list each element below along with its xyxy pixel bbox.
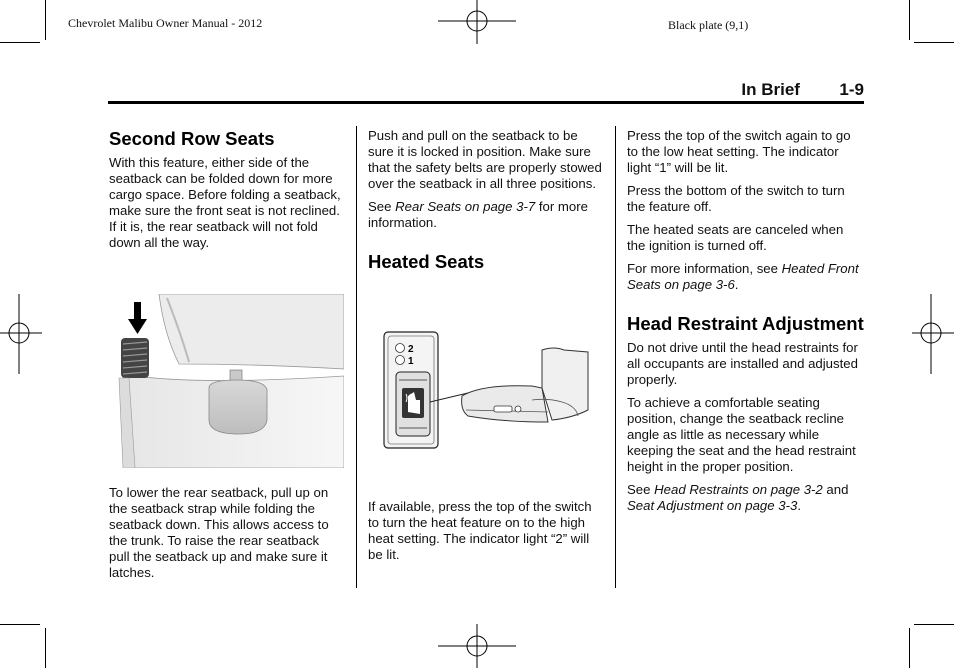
paragraph: To lower the rear seatback, pull up on the seatback strap while folding the seatback down. This allows access to the trunk. To raise the rear seatback pull the seatback up and make sure it latches. xyxy=(109,485,329,580)
paragraph: Do not drive until the head restraints for all occupants are installed and adjusted properly. xyxy=(627,340,858,387)
cross-reference: Heated Front Seats on page 3-6 xyxy=(627,261,859,292)
cross-reference: Head Restraints on page 3-2 xyxy=(654,482,823,497)
registration-mark-right xyxy=(912,294,954,374)
paragraph: To achieve a comfortable seating position, change the seatback recline angle as little as necessary while keeping the seat and the head restraint height in the proper position. xyxy=(627,395,856,474)
crop-mark xyxy=(909,628,910,668)
indicator-label-1: 1 xyxy=(408,356,414,367)
paragraph: The heated seats are canceled when the ignition is turned off. xyxy=(627,222,844,253)
cross-reference: Rear Seats on page 3-7 xyxy=(395,199,536,214)
see-suffix: for more information. xyxy=(368,199,588,230)
paragraph: Press the top of the switch again to go to the low heat setting. The indicator light “1” will be lit. xyxy=(627,128,851,175)
header-rule xyxy=(108,101,864,104)
column-2 xyxy=(368,128,604,272)
crop-mark xyxy=(0,624,40,625)
registration-mark-left xyxy=(0,294,42,374)
text-suffix: . xyxy=(797,498,802,513)
cross-reference: Seat Adjustment on page 3-3 xyxy=(627,498,798,513)
heading-head-restraint-adjustment: Head Restraint Adjustment xyxy=(627,313,864,334)
paragraph: Push and pull on the seatback to be sure it is locked in position. Make sure that the safety belts are properly stowed over the seatback in all three positions. xyxy=(368,128,602,191)
heading-heated-seats: Heated Seats xyxy=(368,251,485,272)
section-title: In Brief xyxy=(741,80,800,99)
crop-mark xyxy=(45,0,46,40)
page-number: 1-9 xyxy=(839,80,864,99)
crop-mark xyxy=(914,42,954,43)
column-divider xyxy=(356,126,357,588)
column-divider xyxy=(615,126,616,588)
running-head xyxy=(700,80,864,100)
paragraph: Press the bottom of the switch to turn the feature off. xyxy=(627,183,845,214)
column-1 xyxy=(109,128,341,251)
registration-mark-top xyxy=(438,0,516,44)
column-2-lower xyxy=(368,499,604,563)
heated-seat-switch-illustration xyxy=(382,330,592,450)
registration-mark-bottom xyxy=(438,624,516,668)
crop-mark xyxy=(0,42,40,43)
paragraph: With this feature, either side of the seatback can be folded down for more cargo space. Before folding a seatback, make sure the front seat is not reclined. If it is, the rear seatback will not fold down all the way. xyxy=(109,155,341,250)
paragraph-more-info xyxy=(627,261,864,293)
crop-mark xyxy=(45,628,46,668)
plate-label: Black plate (9,1) xyxy=(668,18,749,32)
indicator-label-2: 2 xyxy=(408,344,414,355)
paragraph: If available, press the top of the switch to turn the heat feature on to the high heat setting. The indicator light “2” will be lit. xyxy=(368,499,592,562)
text-mid: and xyxy=(822,482,849,497)
text-suffix: . xyxy=(734,277,739,292)
column-1-lower xyxy=(109,485,341,581)
paragraph-see xyxy=(368,199,604,231)
crop-mark xyxy=(909,0,910,40)
column-3 xyxy=(627,128,864,514)
document-title: Chevrolet Malibu Owner Manual - 2012 xyxy=(68,16,263,30)
text-prefix: For more information, see xyxy=(627,261,782,276)
paragraph-see xyxy=(627,482,864,514)
crop-mark xyxy=(914,624,954,625)
heading-second-row-seats: Second Row Seats xyxy=(109,128,275,149)
text-prefix: See xyxy=(627,482,655,497)
see-prefix: See xyxy=(368,199,396,214)
rear-seat-fold-illustration xyxy=(109,294,344,468)
